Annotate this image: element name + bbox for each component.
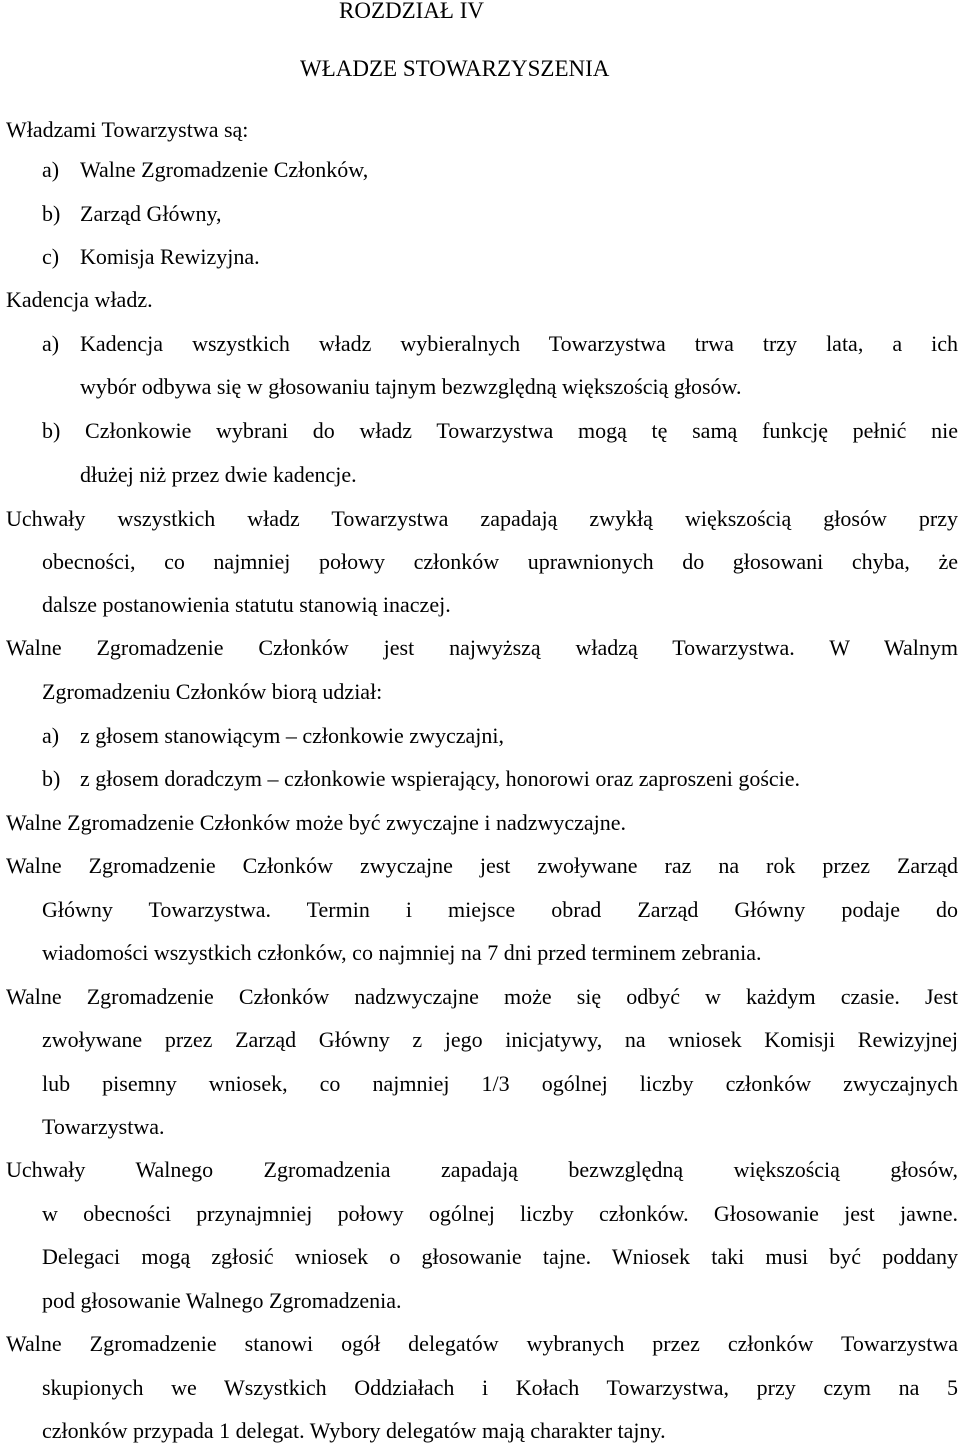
paragraph-line: Delegaci mogą zgłosić wniosek o głosowanie tajne. Wniosek taki musi być poddany <box>42 1244 958 1269</box>
assembly-item <box>42 721 958 751</box>
assembly-item <box>42 764 958 794</box>
paragraph-line: w obecności przynajmniej połowy ogólnej liczby członków. Głosowanie jest jawne. <box>42 1201 958 1226</box>
resolutions-line: dalsze postanowienia statutu stanowią inaczej. <box>42 592 451 617</box>
paragraph-line: Walne Zgromadzenie Członków może być zwyczajne i nadzwyczajne. <box>6 810 627 835</box>
list-label: a) <box>42 331 60 356</box>
chapter-heading: ROZDZIAŁ IV <box>339 0 484 23</box>
assembly-line: Walne Zgromadzenie Członków jest najwyższą władzą Towarzystwa. W Walnym <box>6 635 958 660</box>
list-label: a) <box>42 723 60 748</box>
list-text: Komisja Rewizyjna. <box>80 244 260 269</box>
authority-item <box>42 242 958 272</box>
paragraph-line: Walne Zgromadzenie Członków nadzwyczajne może się odbyć w każdym czasie. Jest <box>6 984 958 1009</box>
authority-item <box>42 199 958 229</box>
authorities-intro: Władzami Towarzystwa są: <box>6 117 249 142</box>
paragraph-line: pod głosowanie Walnego Zgromadzenia. <box>42 1288 402 1313</box>
resolutions-line: obecności, co najmniej połowy członków uprawnionych do głosowani chyba, że <box>42 549 958 574</box>
paragraph-line: Walne Zgromadzenie stanowi ogół delegatów wybranych przez członków Towarzystwa <box>6 1331 958 1356</box>
paragraph-line: zwoływane przez Zarząd Główny z jego inicjatywy, na wniosek Komisji Rewizyjnej <box>42 1027 958 1052</box>
paragraph-line: Główny Towarzystwa. Termin i miejsce obrad Zarząd Główny podaje do <box>42 897 958 922</box>
list-text: Kadencja wszystkich władz wybieralnych Towarzystwa trwa trzy lata, a ich <box>80 331 958 356</box>
paragraph-line: Walne Zgromadzenie Członków zwyczajne jest zwoływane raz na rok przez Zarząd <box>6 853 958 878</box>
list-label: c) <box>42 244 60 269</box>
paragraph-line: członków przypada 1 delegat. Wybory delegatów mają charakter tajny. <box>42 1418 666 1443</box>
section-title: WŁADZE STOWARZYSZENIA <box>300 56 610 81</box>
resolutions-line: Uchwały wszystkich władz Towarzystwa zapadają zwykłą większością głosów przy <box>6 506 958 531</box>
paragraph-line: Towarzystwa. <box>42 1114 165 1139</box>
authority-item <box>42 155 958 185</box>
list-text: z głosem doradczym – członkowie wspierający, honorowi oraz zaproszeni goście. <box>80 766 801 791</box>
list-text: Walne Zgromadzenie Członków, <box>80 157 369 182</box>
paragraph-line: skupionych we Wszystkich Oddziałach i Kołach Towarzystwa, przy czym na 5 <box>42 1375 958 1400</box>
term-b-line: b) Członkowie wybrani do władz Towarzystwa mogą tę samą funkcję pełnić nie <box>42 418 958 443</box>
list-label: b) <box>42 766 61 791</box>
paragraph-line: wiadomości wszystkich członków, co najmniej na 7 dni przed terminem zebrania. <box>42 940 762 965</box>
list-label: a) <box>42 157 60 182</box>
assembly-line: Zgromadzeniu Członków biorą udział: <box>42 679 383 704</box>
paragraph-line: Uchwały Walnego Zgromadzenia zapadają bezwzględną większością głosów, <box>6 1157 958 1182</box>
list-text: Zarząd Główny, <box>80 201 222 226</box>
term-a-continuation: wybór odbywa się w głosowaniu tajnym bezwzględną większością głosów. <box>80 374 742 399</box>
term-b-continuation: dłużej niż przez dwie kadencje. <box>80 462 357 487</box>
list-text: z głosem stanowiącym – członkowie zwyczajni, <box>80 723 504 748</box>
paragraph-line: lub pisemny wniosek, co najmniej 1/3 ogólnej liczby członków zwyczajnych <box>42 1071 958 1096</box>
term-a-line <box>42 329 958 359</box>
term-title: Kadencja władz. <box>6 287 153 312</box>
list-label: b) <box>42 201 61 226</box>
